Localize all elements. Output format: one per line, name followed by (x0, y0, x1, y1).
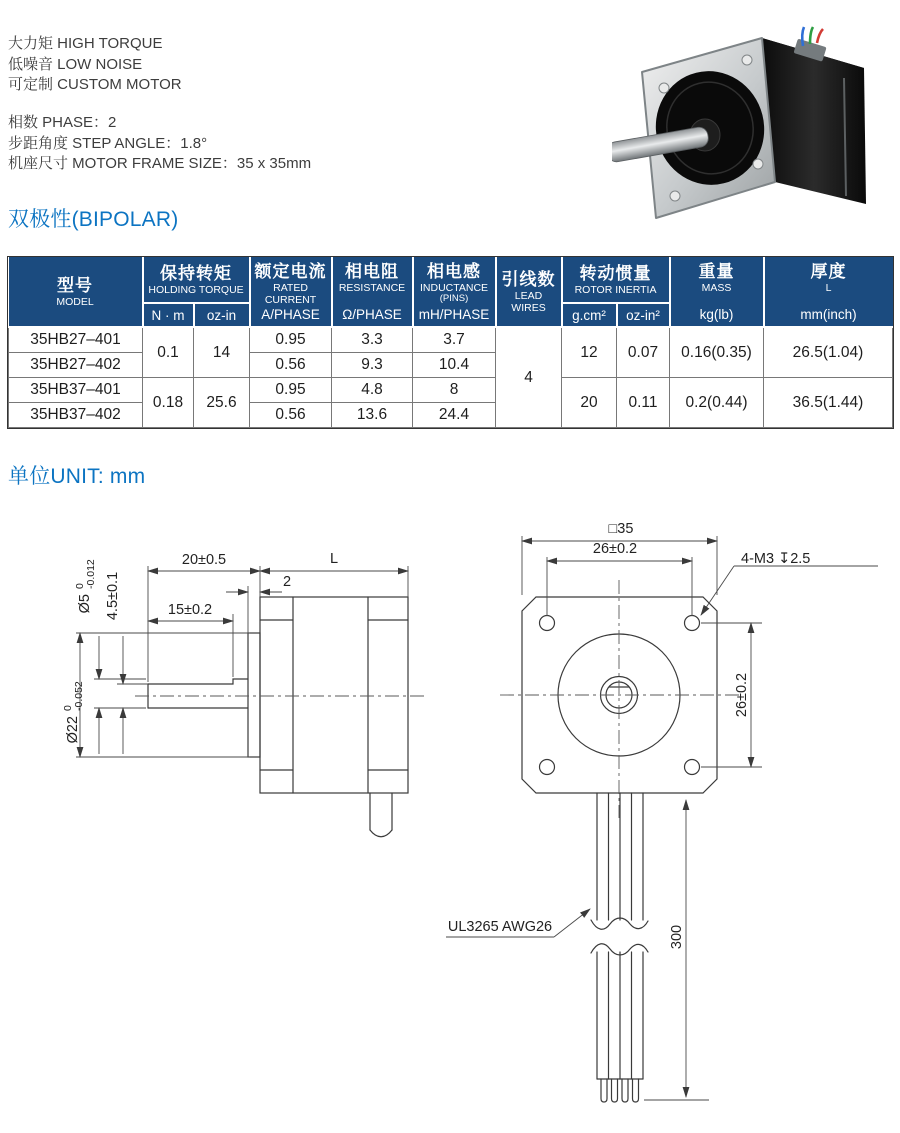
cell-model: 35HB27–401 (9, 327, 143, 353)
cell-holding-nm: 0.1 (143, 327, 194, 378)
header-model-cn: 型号 (57, 275, 93, 295)
lead-wires-drawing (591, 793, 648, 1102)
cell-holding-ozin: 14 (194, 327, 250, 378)
header-mass-en: MASS (701, 282, 732, 294)
dim-body-length: L (329, 551, 339, 567)
spec-line-phase: 相数 PHASE：2 (8, 114, 117, 131)
dim-shaft-length: 20±0.5 (181, 552, 227, 568)
cell-length: 36.5(1.44) (764, 378, 893, 428)
cell-resistance: 9.3 (332, 353, 413, 378)
side-view (62, 551, 428, 837)
cell-inertia-g: 20 (562, 378, 617, 428)
header-inductance-cn: 相电感 (427, 262, 482, 281)
cell-length: 26.5(1.04) (764, 327, 893, 378)
cell-lead-wires: 4 (496, 327, 562, 428)
header-current-cn: 额定电流 (254, 262, 327, 281)
motor-wire-green (810, 27, 813, 44)
svg-text:0: 0 (74, 583, 86, 589)
header-holding-cn: 保持转矩 (160, 263, 232, 283)
cell-current: 0.95 (250, 378, 332, 403)
dim-flat-depth (105, 572, 121, 620)
cell-inductance: 24.4 (413, 403, 496, 428)
col-header-mass (670, 257, 764, 327)
subheader-gcm2: g.cm² (562, 303, 617, 327)
dim-square-size: □35 (608, 521, 634, 537)
col-header-rated-current (250, 257, 332, 327)
cell-resistance: 3.3 (332, 327, 413, 353)
feature-line: 可定制 CUSTOM MOTOR (8, 76, 182, 93)
cell-holding-ozin: 25.6 (194, 378, 250, 428)
header-inertia-cn: 转动惯量 (579, 263, 652, 283)
cell-current: 0.56 (250, 403, 332, 428)
section-title-unit: 单位UNIT: mm (8, 465, 146, 488)
svg-text:300: 300 (669, 924, 685, 950)
dim-hole-pitch-vertical (734, 673, 750, 717)
header-holding-en: HOLDING TORQUE (148, 283, 244, 296)
svg-text:4.5±0.1: 4.5±0.1 (105, 571, 121, 621)
header-mass-cn: 重量 (698, 262, 735, 281)
header-leads-en: LEAD WIRES (511, 289, 546, 314)
col-header-rotor-inertia (562, 257, 670, 303)
subheader-nm: N · m (143, 303, 194, 327)
cell-current: 0.56 (250, 353, 332, 378)
dimension-drawing (0, 500, 900, 1133)
svg-text:26±0.2: 26±0.2 (734, 672, 750, 718)
feature-line: 大力矩 HIGH TORQUE (8, 35, 163, 52)
col-header-length (764, 257, 893, 327)
cell-mass: 0.16(0.35) (670, 327, 764, 378)
header-inertia-en: ROTOR INERTIA (574, 283, 657, 296)
header-current-unit: A/PHASE (261, 307, 320, 322)
svg-text:-0.052: -0.052 (73, 681, 85, 711)
col-header-holding-torque (143, 257, 250, 303)
header-length-en: L (825, 282, 832, 294)
cell-mass: 0.2(0.44) (670, 378, 764, 428)
header-model-en: MODEL (56, 295, 94, 308)
motor-screw-hole (742, 55, 752, 65)
subheader-ozin: oz-in (194, 303, 250, 327)
header-current-en: RATED CURRENT (264, 282, 317, 306)
header-resistance-en: RESISTANCE (338, 282, 406, 294)
spec-line-frame-size: 机座尺寸 MOTOR FRAME SIZE：35 x 35mm (8, 155, 312, 172)
cell-inertia-g: 12 (562, 327, 617, 378)
cell-resistance: 4.8 (332, 378, 413, 403)
cell-inertia-oz: 0.11 (617, 378, 670, 428)
dim-boss-diameter (62, 681, 85, 743)
table-row (9, 327, 893, 353)
header-inductance-pins: (PINS) (439, 293, 469, 304)
motor-screw-hole (659, 83, 669, 93)
spec-table (7, 256, 894, 429)
dim-thread-callout: 4-M3 ↧2.5 (741, 551, 811, 567)
header-length-unit: mm(inch) (800, 307, 857, 322)
motor-screw-hole (753, 159, 763, 169)
cell-inductance: 3.7 (413, 327, 496, 353)
svg-text:-0.012: -0.012 (85, 559, 97, 589)
cell-inductance: 8 (413, 378, 496, 403)
cell-resistance: 13.6 (332, 403, 413, 428)
col-header-resistance (332, 257, 413, 327)
dim-flat-length: 15±0.2 (167, 602, 213, 618)
table-row (9, 378, 893, 403)
dim-wire-length (669, 925, 685, 949)
feature-list (8, 34, 182, 96)
header-inductance-unit: mH/PHASE (418, 307, 490, 322)
subheader-ozin2: oz-in² (617, 303, 670, 327)
cell-model: 35HB37–401 (9, 378, 143, 403)
label-wire-spec: UL3265 AWG26 (447, 919, 553, 935)
svg-text:Ø5: Ø5 (77, 594, 93, 614)
col-header-lead-wires (496, 257, 562, 327)
motor-photo (612, 12, 884, 224)
motor-wire-red (817, 29, 823, 43)
cell-model: 35HB27–402 (9, 353, 143, 378)
col-header-inductance (413, 257, 496, 327)
feature-line: 低噪音 LOW NOISE (8, 55, 143, 73)
header-resistance-unit: Ω/PHASE (342, 307, 402, 322)
cell-inductance: 10.4 (413, 353, 496, 378)
cell-holding-nm: 0.18 (143, 378, 194, 428)
cell-model: 35HB37–402 (9, 403, 143, 428)
dim-hole-pitch-horizontal: 26±0.2 (592, 541, 638, 557)
spec-list (8, 113, 311, 175)
section-title-bipolar: 双极性(BIPOLAR) (8, 208, 179, 231)
cell-inertia-oz: 0.07 (617, 327, 670, 378)
svg-text:Ø22: Ø22 (65, 716, 81, 744)
header-resistance-cn: 相电阻 (345, 262, 400, 281)
front-view (446, 521, 878, 1102)
svg-text:0: 0 (62, 705, 74, 711)
col-header-model (9, 257, 143, 327)
motor-body-side (762, 38, 866, 204)
header-mass-unit: kg(lb) (699, 307, 734, 322)
header-length-cn: 厚度 (810, 262, 847, 281)
dim-boss-length: 2 (282, 574, 292, 590)
dim-shaft-diameter (74, 559, 97, 613)
motor-wire-blue (802, 27, 804, 46)
motor-screw-hole (670, 191, 680, 201)
spec-line-step-angle: 步距角度 STEP ANGLE：1.8° (8, 134, 208, 152)
header-inductance-en: INDUCTANCE (419, 282, 489, 294)
header-leads-cn: 引线数 (501, 269, 556, 289)
cell-current: 0.95 (250, 327, 332, 353)
